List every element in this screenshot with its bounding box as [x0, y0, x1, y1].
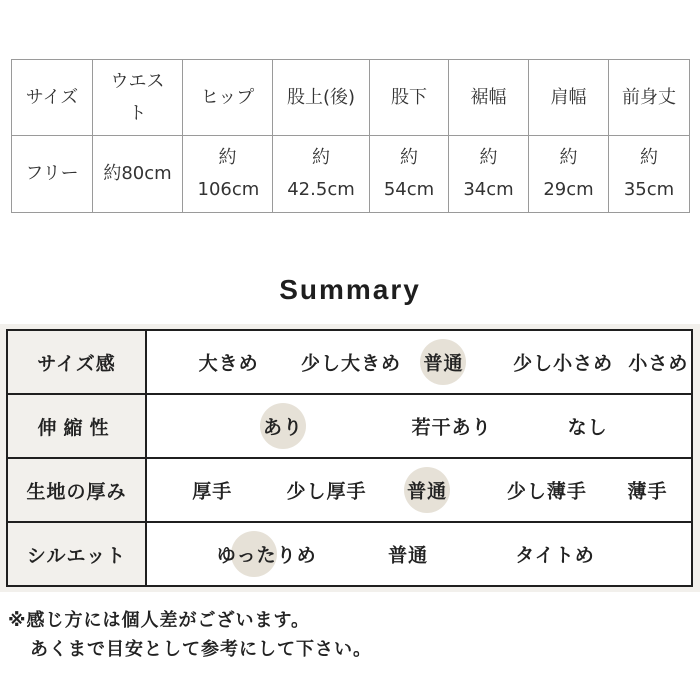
summary-option: 普通	[423, 352, 464, 375]
summary-panel	[0, 324, 700, 592]
summary-option: 少し大きめ	[300, 352, 402, 375]
value-size: フリー	[12, 136, 93, 213]
summary-option: 大きめ	[198, 352, 259, 375]
summary-row-stretch	[7, 394, 692, 458]
summary-label-stretch: 伸縮性	[7, 394, 146, 458]
header-waist: ウエスト	[93, 60, 183, 136]
summary-options-thickness	[146, 458, 692, 522]
summary-option: 普通	[388, 544, 429, 567]
summary-row-thickness	[7, 458, 692, 522]
header-rise: 股上(後)	[273, 60, 370, 136]
size-value-row	[12, 136, 690, 213]
summary-option: 厚手	[192, 480, 233, 503]
value-front-length: 約35cm	[609, 136, 690, 213]
disclaimer-note	[8, 606, 372, 664]
summary-label-fit: サイズ感	[7, 330, 146, 394]
summary-option: ゆったりめ	[216, 544, 317, 567]
value-rise: 約42.5cm	[273, 136, 370, 213]
summary-option: 普通	[407, 480, 448, 503]
summary-row-fit	[7, 330, 692, 394]
summary-label-silhouette: シルエット	[7, 522, 146, 586]
size-chart-table	[11, 59, 690, 213]
summary-option: 少し小さめ	[513, 352, 614, 375]
summary-options-fit	[146, 330, 692, 394]
value-hem-width: 約34cm	[449, 136, 529, 213]
value-inseam: 約54cm	[370, 136, 449, 213]
value-shoulder-width: 約29cm	[529, 136, 609, 213]
summary-row-silhouette	[7, 522, 692, 586]
header-front-length: 前身丈	[609, 60, 690, 136]
summary-label-thickness: 生地の厚み	[7, 458, 146, 522]
summary-option: タイトめ	[515, 544, 595, 567]
header-shoulder-width: 肩幅	[529, 60, 609, 136]
summary-option: 少し厚手	[286, 480, 367, 503]
summary-options-silhouette	[146, 522, 692, 586]
disclaimer-line-1: ※感じ方には個人差がございます。	[8, 610, 311, 631]
value-waist: 約80cm	[93, 136, 183, 213]
size-header-row	[12, 60, 690, 136]
summary-options-stretch	[146, 394, 692, 458]
header-size: サイズ	[12, 60, 93, 136]
summary-option: なし	[567, 416, 608, 439]
header-inseam: 股下	[370, 60, 449, 136]
summary-option: あり	[262, 416, 304, 439]
summary-table	[6, 329, 693, 587]
disclaimer-line-2: あくまで目安として参考にして下さい。	[30, 639, 372, 660]
value-hip: 約106cm	[183, 136, 273, 213]
summary-option: 小さめ	[628, 352, 689, 375]
header-hip: ヒップ	[183, 60, 273, 136]
summary-title: Summary	[279, 274, 421, 305]
header-hem-width: 裾幅	[449, 60, 529, 136]
summary-option: 若干あり	[411, 416, 492, 439]
summary-option: 少し薄手	[506, 480, 587, 503]
summary-option: 薄手	[627, 480, 668, 503]
